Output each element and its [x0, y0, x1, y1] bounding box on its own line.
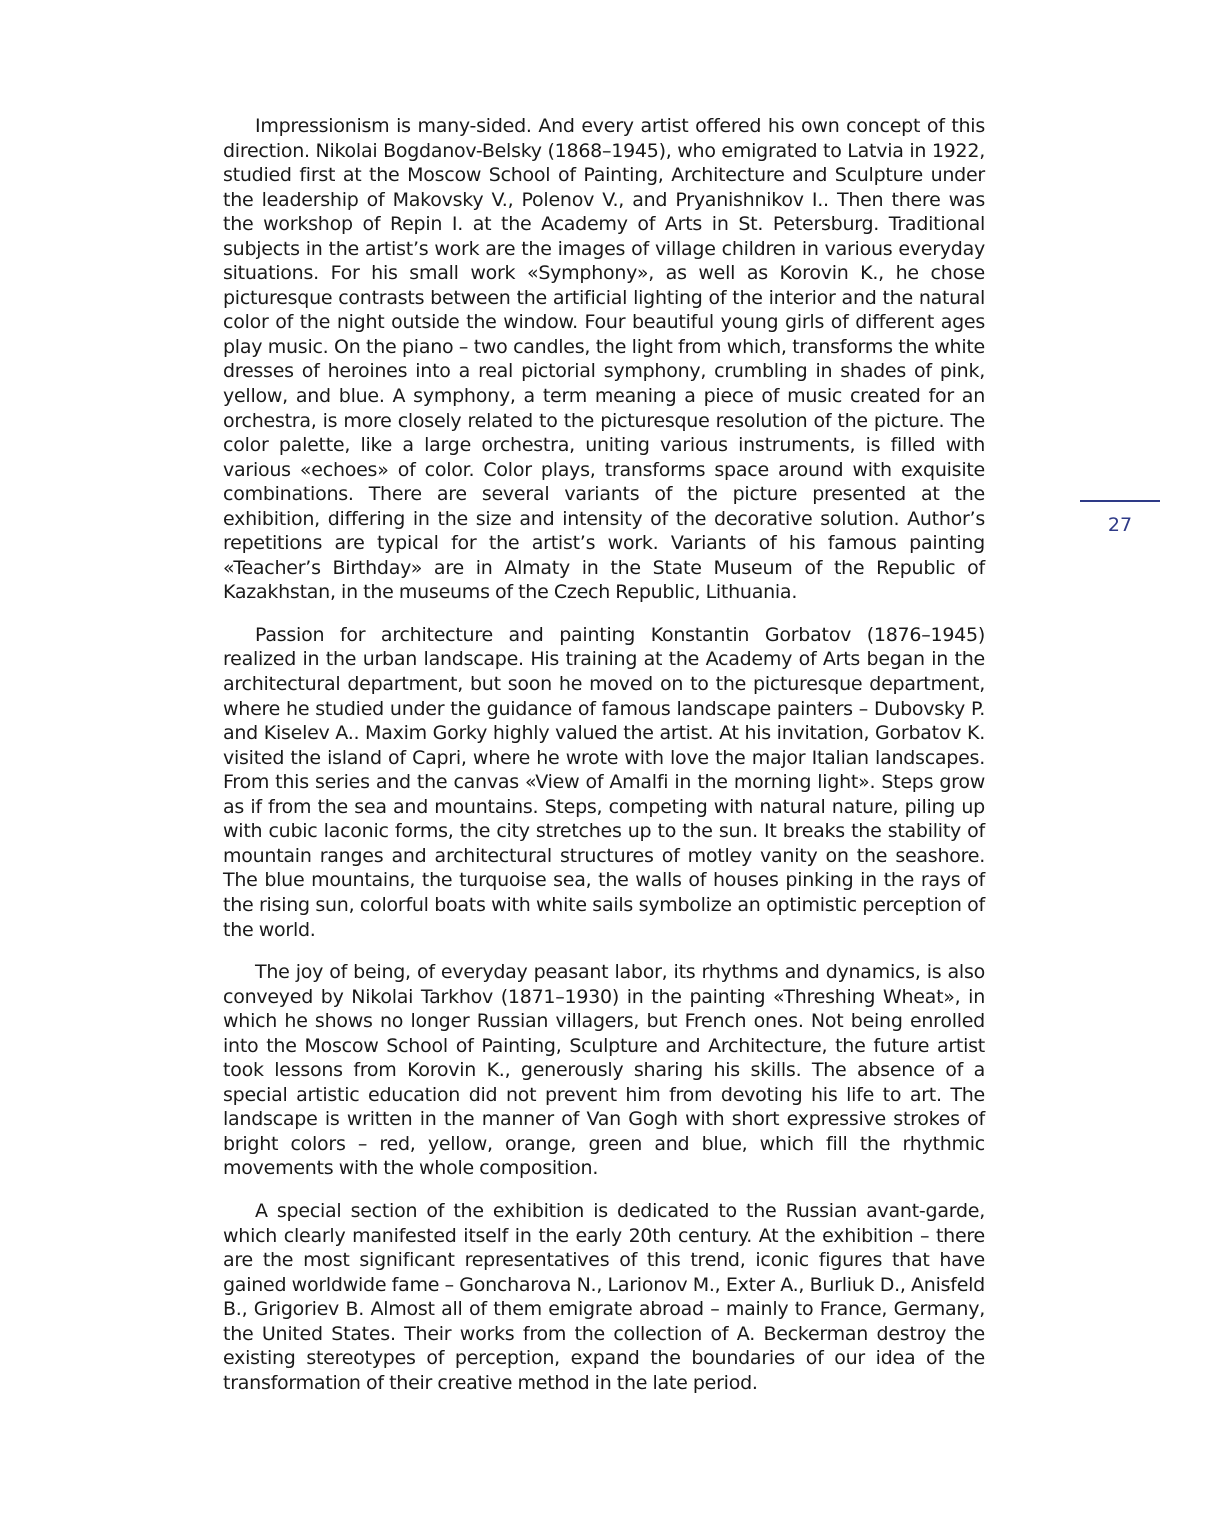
paragraph-bogdanov-belsky: Impressionism is many-sided. And every artist offered his own concept of this direction. Nikolai Bogdanov-Belsky (1868–1945), who emigrated to Latvia in 1922, studied first at the Moscow School of Painting, Architecture and Sculpture under the leadership of Makovsky V., Polenov V., and Pryanishnikov I.. Then there was the workshop of Repin I. at the Academy of Arts in St. Petersburg. Traditional subjects in the artist’s work are the images of village children in various everyday situations. For his small work «Symphony», as well as Korovin K., he chose picturesque contrasts between the artificial lighting of the interior and the natural color of the night outside the window. Four beautiful young girls of different ages play music. On the piano – two candles, the light from which, transforms the white dresses of heroines into a real pictorial symphony, crumbling in shades of pink, yellow, and blue. A symphony, a term meaning a piece of music created for an orchestra, is more closely related to the picturesque resolution of the picture. The color palette, like a large orchestra, uniting various instruments, is filled with various «echoes» of color. Color plays, transforms space around with exquisite combinations. There are several variants of the picture presented at the exhibition, differing in the size and intensity of the decorative solution. Author’s repetitions are typical for the artist’s work. Variants of his famous painting «Teacher’s Birthday» are in Almaty in the State Museum of the Republic of Kazakhstan, in the museums of the Czech Republic, Lithuania.	[223, 115, 985, 604]
body-text	[223, 114, 985, 1413]
paragraph-tarkhov: The joy of being, of everyday peasant labor, its rhythms and dynamics, is also conveyed by Nikolai Tarkhov (1871–1930) in the painting «Threshing Wheat», in which he shows no longer Russian villagers, but French ones. Not being enrolled into the Moscow School of Painting, Sculpture and Architecture, the future artist took lessons from Korovin K., generously sharing his skills. The absence of a special artistic education did not prevent him from devoting his life to art. The landscape is written in the manner of Van Gogh with short expressive strokes of bright colors – red, yellow, orange, green and blue, which fill the rhythmic movements with the whole composition.	[223, 961, 985, 1180]
page-number: 27	[1107, 514, 1133, 536]
page-number-rule	[1080, 500, 1160, 502]
page-number-marker	[1080, 500, 1160, 536]
paragraph-gorbatov: Passion for architecture and painting Konstantin Gorbatov (1876–1945) realized in the urban landscape. His training at the Academy of Arts began in the architectural department, but soon he moved on to the picturesque department, where he studied under the guidance of famous landscape painters – Dubovsky P. and Kiselev A.. Maxim Gorky highly valued the artist. At his invitation, Gorbatov K. visited the island of Capri, where he wrote with love the major Italian landscapes. From this series and the canvas «View of Amalfi in the morning light». Steps grow as if from the sea and mountains. Steps, competing with natural nature, piling up with cubic laconic forms, the city stretches up to the sun. It breaks the stability of mountain ranges and architectural structures of motley vanity on the seashore. The blue mountains, the turquoise sea, the walls of houses pinking in the rays of the rising sun, colorful boats with white sails symbolize an optimistic perception of the world.	[223, 623, 985, 941]
paragraph-avant-garde: A special section of the exhibition is dedicated to the Russian avant-garde, which clearly manifested itself in the early 20th century. At the exhibition – there are the most significant representatives of this trend, iconic figures that have gained worldwide fame – Goncharova N., Larionov M., Exter A., Burliuk D., Anisfeld B., Grigoriev B. Almost all of them emigrate abroad – mainly to France, Germany, the United States. Their works from the collection of A. Beckerman destroy the existing stereotypes of perception, expand the boundaries of our idea of the transformation of their creative method in the late period.	[223, 1199, 985, 1394]
